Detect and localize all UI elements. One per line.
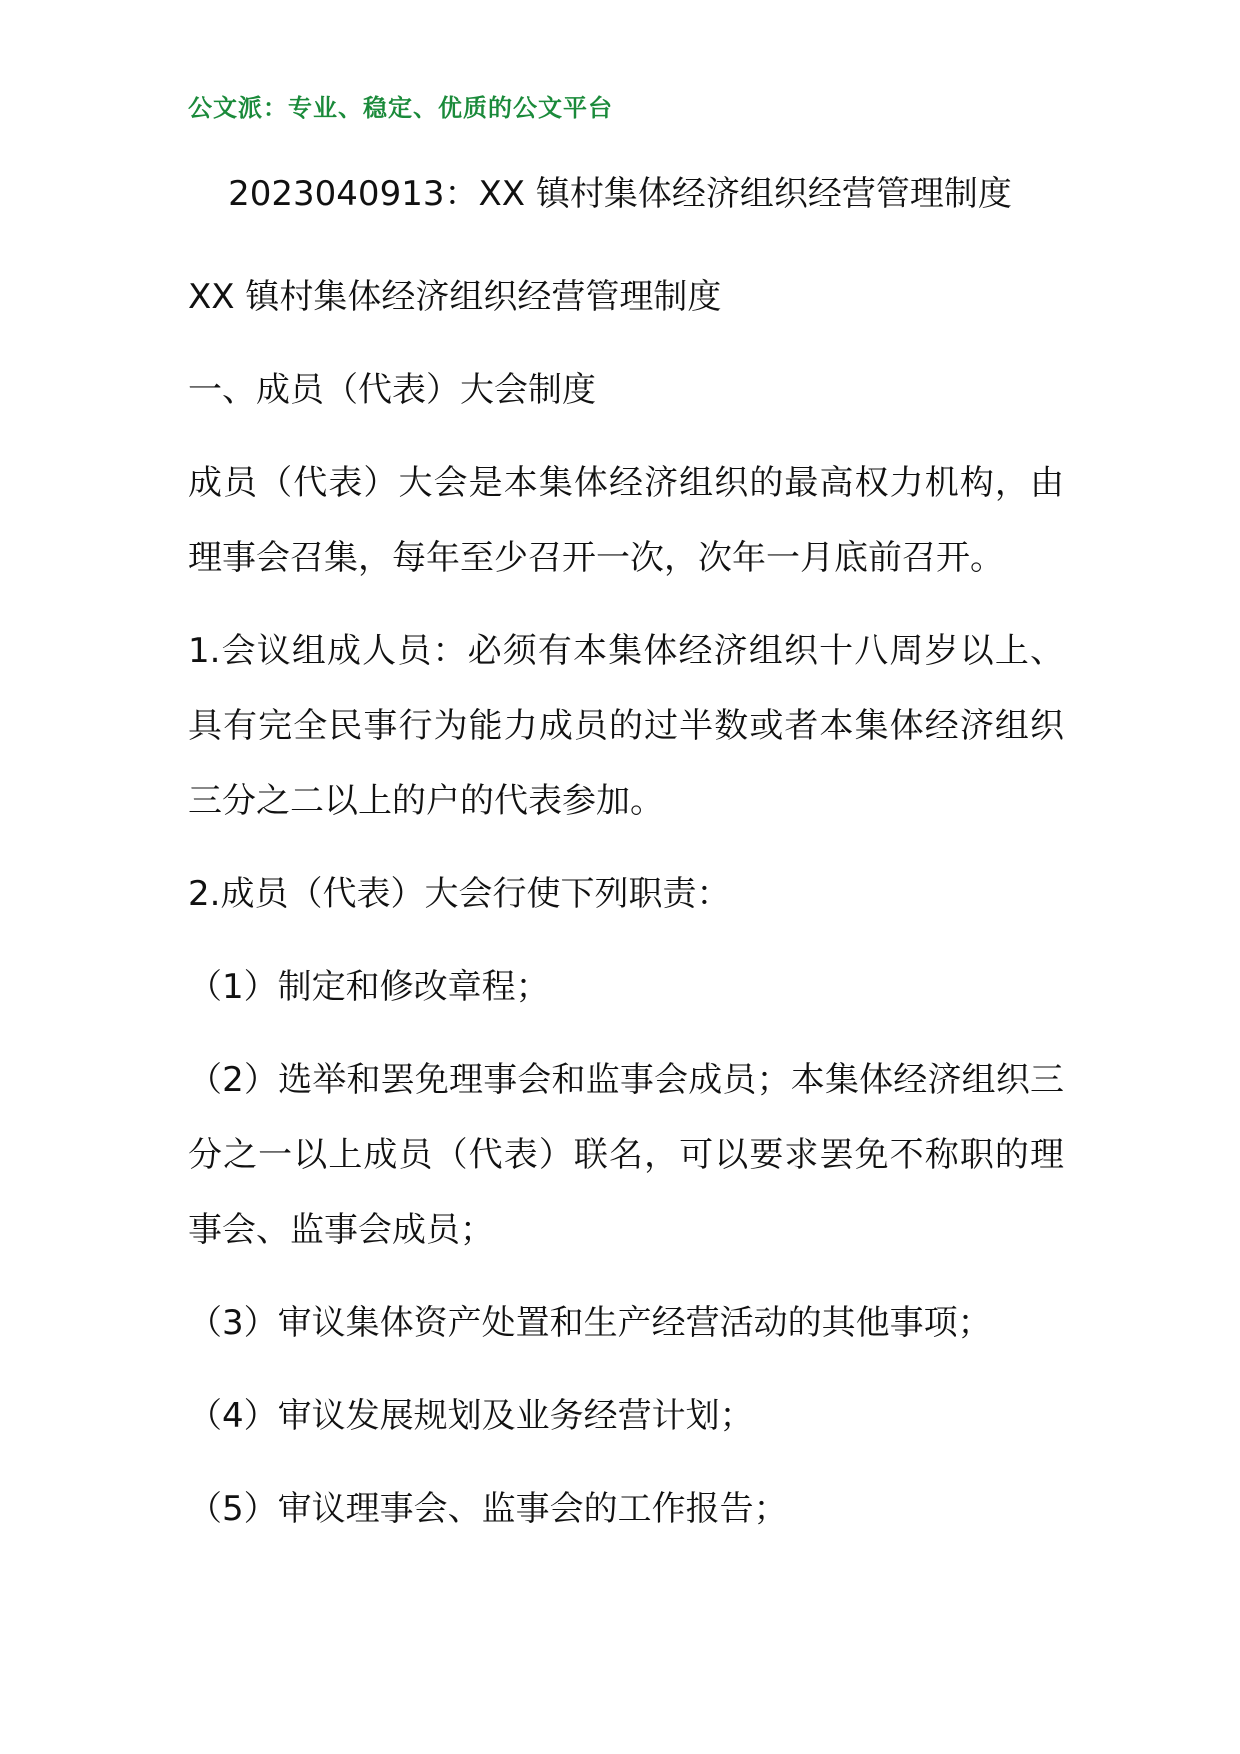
brand-header: 公文派：专业、稳定、优质的公文平台 — [188, 94, 613, 122]
paragraph: 成员（代表）大会是本集体经济组织的最高权力机构，由理事会召集，每年至少召开一次，次年一月底前召开。 — [188, 463, 1064, 578]
list-item: （4）审议发展规划及业务经营计划； — [188, 1396, 754, 1436]
list-item: （5）审议理事会、监事会的工作报告； — [188, 1489, 788, 1529]
paragraph: 1.会议组成人员：必须有本集体经济组织十八周岁以上、具有完全民事行为能力成员的过半数或者本集体经济组织三分之二以上的户的代表参加。 — [188, 631, 1064, 821]
paragraph: 2.成员（代表）大会行使下列职责： — [188, 874, 731, 914]
list-item: （1）制定和修改章程； — [188, 967, 550, 1007]
document-title: 2023040913：XX 镇村集体经济组织经营管理制度 — [228, 174, 1012, 214]
list-item: （3）审议集体资产处置和生产经营活动的其他事项； — [188, 1303, 992, 1343]
paragraph-subtitle: XX 镇村集体经济组织经营管理制度 — [188, 277, 722, 317]
section-heading: 一、成员（代表）大会制度 — [188, 370, 596, 410]
document-body — [188, 260, 1064, 1565]
list-item: （2）选举和罢免理事会和监事会成员；本集体经济组织三分之一以上成员（代表）联名，可以要求罢免不称职的理事会、监事会成员； — [188, 1060, 1064, 1250]
